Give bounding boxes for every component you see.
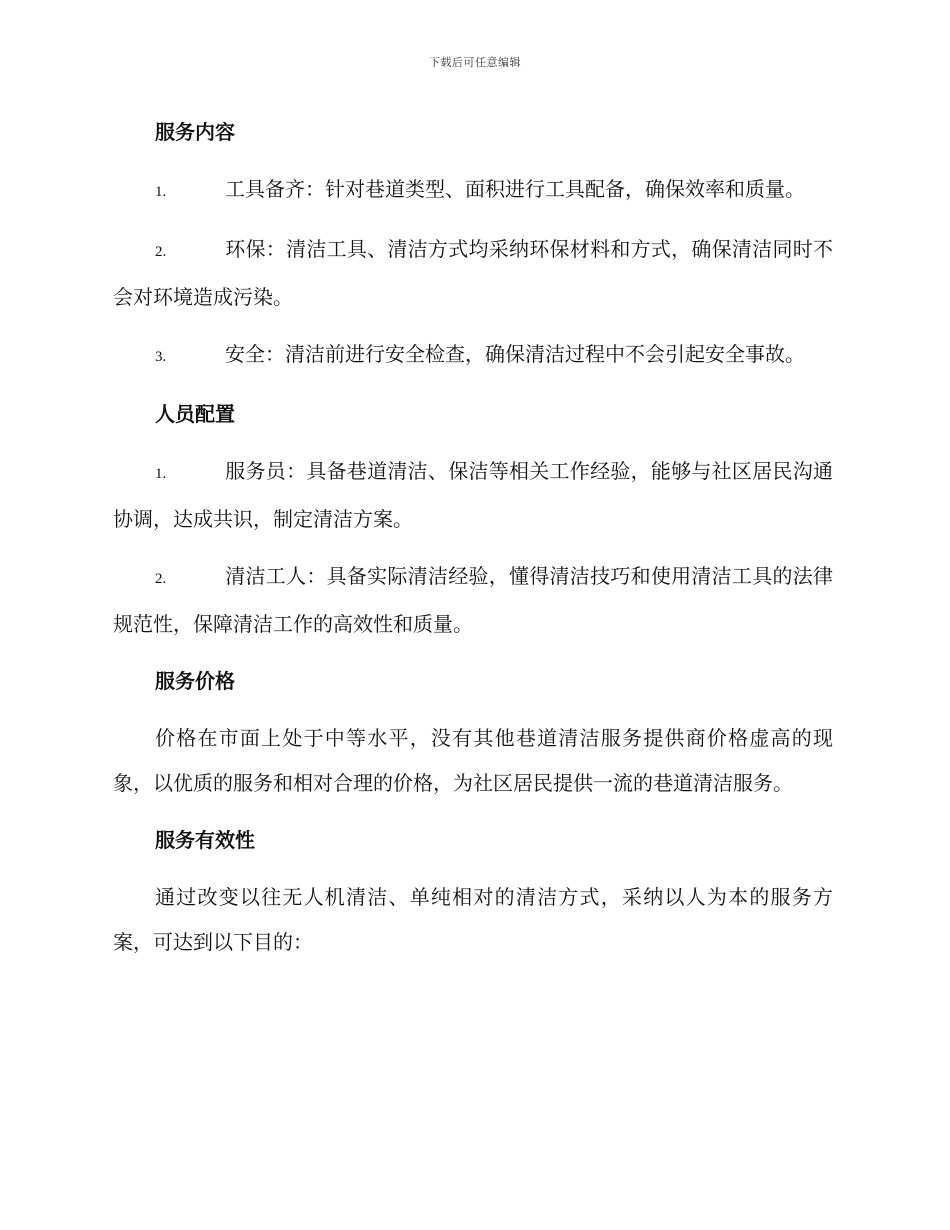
list-number: 2. (155, 244, 167, 260)
list-item (113, 332, 833, 380)
list-item (113, 167, 833, 215)
list-item-text: 清洁工人：具备实际清洁经验，懂得清洁技巧和使用清洁工具的法律规范性，保障清洁工作的高效性和质量。 (113, 564, 833, 636)
list-item-text: 安全：清洁前进行安全检查，确保清洁过程中不会引起安全事故。 (225, 342, 805, 366)
list-item (113, 554, 833, 647)
list-number: 1. (155, 466, 167, 482)
list-item-text: 工具备齐：针对巷道类型、面积进行工具配备，确保效率和质量。 (225, 177, 805, 201)
list-number: 1. (155, 184, 167, 200)
list-item-text: 环保：清洁工具、清洁方式均采纳环保材料和方式，确保清洁同时不会对环境造成污染。 (113, 237, 833, 309)
list-number: 3. (155, 349, 167, 365)
list-number: 2. (155, 571, 167, 587)
section-heading-service-price: 服务价格 (155, 669, 235, 693)
page-header: 下载后可任意编辑 (429, 56, 521, 69)
paragraph-service-price: 价格在市面上处于中等水平，没有其他巷道清洁服务提供商价格虚高的现象，以优质的服务和相对合理的价格，为社区居民提供一流的巷道清洁服务。 (113, 726, 833, 795)
paragraph-service-effectiveness: 通过改变以往无人机清洁、单纯相对的清洁方式，采纳以人为本的服务方案，可达到以下目的： (113, 885, 833, 954)
section-heading-service-effectiveness: 服务有效性 (155, 828, 255, 852)
list-item (113, 227, 833, 320)
list-item-text: 服务员：具备巷道清洁、保洁等相关工作经验，能够与社区居民沟通协调，达成共识，制定清洁方案。 (113, 459, 833, 531)
section-heading-staffing: 人员配置 (155, 402, 235, 426)
document-body (113, 110, 833, 977)
section-heading-service-content: 服务内容 (155, 120, 235, 144)
list-item (113, 449, 833, 542)
